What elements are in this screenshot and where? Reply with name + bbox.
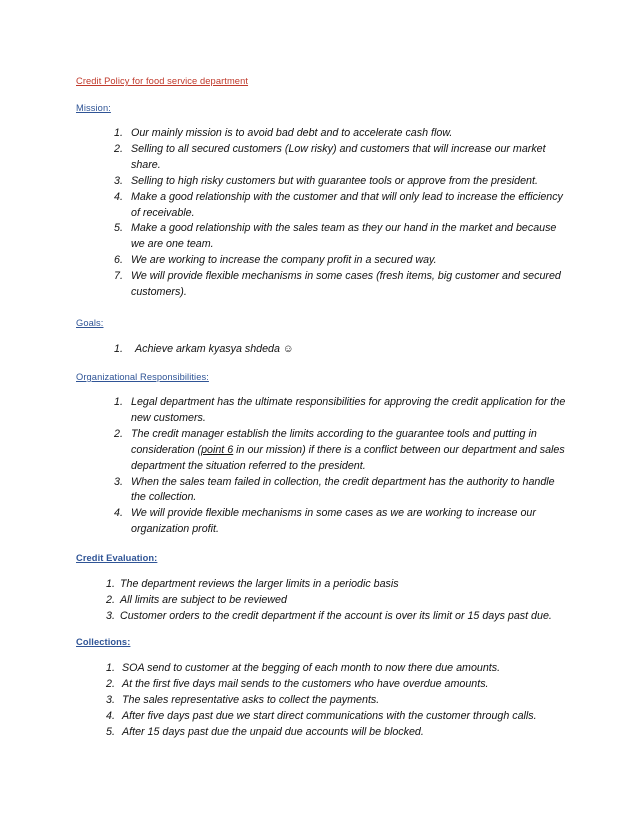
- document-title: Credit Policy for food service department: [76, 76, 249, 86]
- list-item-text: All limits are subject to be reviewed: [120, 593, 287, 606]
- organizational-responsibilities-heading: Organizational Responsibilities:: [76, 372, 209, 382]
- list-item-text: We will provide flexible mechanisms in some cases (fresh items, big customer and secured customers).: [131, 270, 561, 299]
- list-item-text: Make a good relationship with the sales team as they our hand in the market and because we are one team.: [131, 222, 557, 251]
- credit-evaluation-heading: Credit Evaluation:: [76, 553, 158, 563]
- list-item-text: Make a good relationship with the customer and that will only lead to increase the efficiency of receivable.: [131, 190, 563, 219]
- list-number: 1.: [114, 396, 123, 408]
- list-item-text: When the sales team failed in collection, the credit department has the authority to handle the collection.: [131, 475, 555, 504]
- list-item-text: in our mission) if there is a conflict between our department and sales department the situation referred to the president.: [131, 443, 565, 472]
- list-number: 4.: [106, 709, 115, 722]
- point-6-reference: (point 6: [197, 443, 234, 456]
- list-item-text: After five days past due we start direct communications with the customer through calls.: [122, 709, 537, 722]
- list-item: [114, 342, 566, 358]
- list-item-text: The credit manager establish the limits according to the guarantee tools and putting in consideration: [131, 427, 537, 456]
- mission-list: [114, 126, 566, 301]
- list-item-text: We will provide flexible mechanisms in some cases as we are working to increase our organization profit.: [131, 507, 536, 536]
- list-number: 2.: [106, 593, 115, 606]
- list-item-text: SOA send to customer at the begging of each month to now there due amounts.: [122, 662, 501, 674]
- list-item: [114, 174, 566, 190]
- list-number: 3.: [106, 609, 115, 622]
- collections-list: [106, 661, 566, 741]
- list-number: 4.: [114, 190, 123, 203]
- list-item: [114, 427, 566, 475]
- list-number: 1.: [106, 662, 115, 674]
- list-item-text: Selling to high risky customers but with guarantee tools or approve from the president.: [131, 174, 538, 187]
- list-item: [106, 709, 566, 725]
- list-number: 2.: [106, 677, 115, 690]
- collections-heading: Collections:: [76, 637, 131, 647]
- list-item: [106, 677, 566, 693]
- list-item-text: The department reviews the larger limits in a periodic basis: [120, 578, 399, 590]
- list-item-text: Achieve arkam kyasya shdeda ☺: [135, 343, 294, 355]
- list-item: [106, 661, 566, 677]
- list-item-text: At the first five days mail sends to the customers who have overdue amounts.: [122, 677, 489, 690]
- list-number: 5.: [106, 725, 115, 738]
- list-item: [106, 577, 566, 593]
- list-number: 5.: [114, 222, 123, 235]
- list-item: [114, 221, 566, 253]
- list-item: [114, 475, 566, 507]
- list-item-text: Selling to all secured customers (Low risky) and customers that will increase our market share.: [131, 142, 546, 171]
- list-item-text: The sales representative asks to collect the payments.: [122, 693, 380, 706]
- list-item: [114, 142, 566, 174]
- list-item: [106, 593, 566, 609]
- mission-heading: Mission:: [76, 103, 111, 113]
- list-item-text: After 15 days past due the unpaid due accounts will be blocked.: [122, 725, 424, 738]
- list-item: [114, 269, 566, 301]
- list-item-text: We are working to increase the company profit in a secured way.: [131, 254, 437, 267]
- list-number: 1.: [114, 343, 123, 355]
- org-list: [114, 395, 566, 538]
- goals-list: [114, 342, 566, 358]
- list-number: 6.: [114, 254, 123, 267]
- goals-heading: Goals:: [76, 318, 104, 328]
- list-item: [106, 693, 566, 709]
- list-item: [114, 126, 566, 142]
- list-item: [106, 609, 566, 625]
- list-number: 1.: [114, 127, 123, 139]
- list-item: [114, 506, 566, 538]
- list-number: 2.: [114, 142, 123, 155]
- list-item: [114, 190, 566, 222]
- list-number: 3.: [114, 475, 123, 488]
- list-number: 2.: [114, 427, 123, 440]
- list-item-text: Our mainly mission is to avoid bad debt and to accelerate cash flow.: [131, 127, 453, 139]
- list-item: [106, 725, 566, 741]
- list-item: [114, 395, 566, 427]
- list-number: 4.: [114, 507, 123, 520]
- list-item-text: Customer orders to the credit department if the account is over its limit or 15 days past due.: [120, 609, 552, 622]
- list-number: 1.: [106, 578, 115, 590]
- list-number: 3.: [114, 174, 123, 187]
- list-item: [114, 253, 566, 269]
- list-number: 7.: [114, 270, 123, 283]
- list-number: 3.: [106, 693, 115, 706]
- list-item-text: Legal department has the ultimate responsibilities for approving the credit application for the new customers.: [131, 396, 566, 424]
- credit-evaluation-list: [106, 577, 566, 625]
